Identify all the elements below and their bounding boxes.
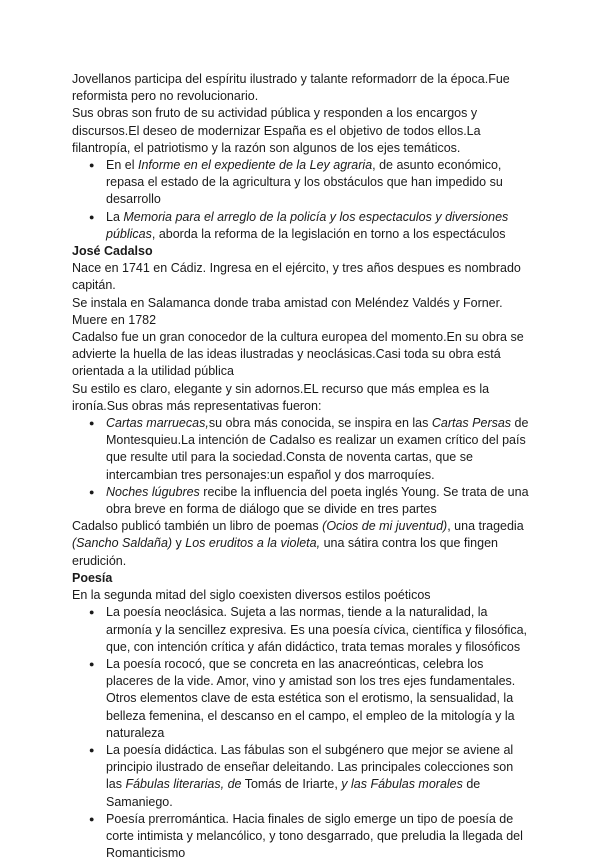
list-item: [72, 742, 532, 811]
list-item: [72, 157, 532, 209]
text-run: recibe la influencia del poeta inglés Young. Se trata de una obra breve en forma de diálogo que se divide en tres partes: [106, 484, 529, 517]
list-item: ● Poesía prerromántica. Hacia finales de siglo emerge un tipo de poesía de corte intimista y melancólico, y tono desgarrado, que preludia la llegada del Romanticismo: [72, 811, 532, 862]
text-run: , aborda la reforma de la legislación en torno a los espectáculos: [151, 226, 506, 241]
text-run: de Montesquieu.La intención de Cadalso es realizar un examen crítico del país que resulte util para la sociedad.Consta de noventa cartas, que se intercambian tres personajes:un español y dos marroquíes.: [106, 416, 529, 482]
paragraph-cadalso-other-works: [72, 518, 532, 570]
list-item: ● La poesía neoclásica. Sujeta a las normas, tiende a la naturalidad, la armonía y la sencillez expresiva. Es una poesía cívica, científica y filosófica, que, con intención crítica y afán didáctico, trata temas morales y filosóficos: [72, 604, 532, 656]
text-run: , de asunto económico, repasa el estado de la agricultura y los obstáculos que han impedido su desarrollo: [106, 158, 503, 207]
paragraph-cadalso-birth: Nace en 1741 en Cádiz. Ingresa en el ejército, y tres años despues es nombrado capitán.: [72, 261, 521, 293]
paragraph-poesia-intro: En la segunda mitad del siglo coexisten diversos estilos poéticos: [72, 588, 431, 603]
paragraph-cadalso-culture: Cadalso fue un gran conocedor de la cultura europea del momento.En su obra se advierte la huella de las ideas ilustradas y neoclásicas.Casi toda su obra está orientada a la utilidad pública: [72, 330, 524, 379]
paragraph-cadalso-style: Su estilo es claro, elegante y sin adornos.EL recurso que más emplea es la ironía.Sus obras más representativas fueron:: [72, 381, 490, 413]
heading-jose-cadalso: José Cadalso: [72, 244, 153, 259]
poetry-styles-list: [72, 604, 532, 862]
list-item: ● La poesía rococó, que se concreta en las anacreónticas, celebra los placeres de la vide. Amor, vino y amistad son los tres ejes fundamentales. Otros elementos clave de esta estética son el erotismo, la sensualidad, la belleza femenina, el descanso en el campo, el empleo de la mitología y la naturaleza: [72, 656, 532, 742]
jovellanos-works-list: [72, 157, 532, 243]
paragraph-jovellanos-intro: Jovellanos participa del espíritu ilustrado y talante reformadorr de la época.Fue reformista pero no revolucionario.: [72, 72, 510, 104]
work-title: Noches lúgubres: [106, 484, 200, 499]
list-item: [72, 484, 532, 518]
work-title: y las Fábulas morales: [341, 777, 463, 792]
text-run: Tomás de Iriarte,: [241, 777, 342, 792]
text-run: , una tragedia: [447, 519, 524, 534]
text-run: Cadalso publicó también un libro de poemas: [72, 519, 323, 534]
cadalso-works-list: [72, 415, 532, 518]
text-run: En el: [106, 158, 138, 173]
work-title: Los eruditos a la violeta,: [185, 536, 321, 551]
work-title: Fábulas literarias, de: [125, 777, 242, 792]
heading-poesia: Poesía: [72, 570, 113, 585]
paragraph-cadalso-salamanca: Se instala en Salamanca donde traba amistad con Meléndez Valdés y Forner. Muere en 1782: [72, 295, 503, 327]
document-body: [72, 71, 532, 862]
work-title: Memoria para el arreglo de la policía y los espectaculos y diversiones públicas: [106, 209, 509, 241]
list-item: [72, 209, 532, 243]
text-run: de Samaniego.: [106, 777, 481, 809]
work-title: (Ocios de mi juventud): [322, 519, 448, 534]
text-run: una sátira contra los que fingen erudición.: [72, 536, 498, 568]
list-item: [72, 415, 532, 484]
work-title: Informe en el expediente de la Ley agraria: [137, 158, 373, 173]
paragraph-jovellanos-works: Sus obras son fruto de su actividad pública y responden a los encargos y discursos.El deseo de modernizar España es el objetivo de todos ellos.La filantropía, el patriotismo y la razón son algunos de los ejes temáticos.: [72, 106, 481, 155]
work-title: Cartas Persas: [431, 416, 512, 431]
work-title: Cartas marruecas,: [106, 416, 209, 431]
text-run: La: [106, 209, 124, 224]
work-title: (Sancho Saldaña): [72, 536, 173, 551]
text-run: y: [172, 536, 186, 551]
text-run: su obra más conocida, se inspira en las: [208, 416, 432, 431]
text-run: La poesía didáctica. Las fábulas son el subgénero que mejor se aviene al principio ilustrado de enseñar deleitando. Las principales colecciones son las: [106, 742, 514, 792]
